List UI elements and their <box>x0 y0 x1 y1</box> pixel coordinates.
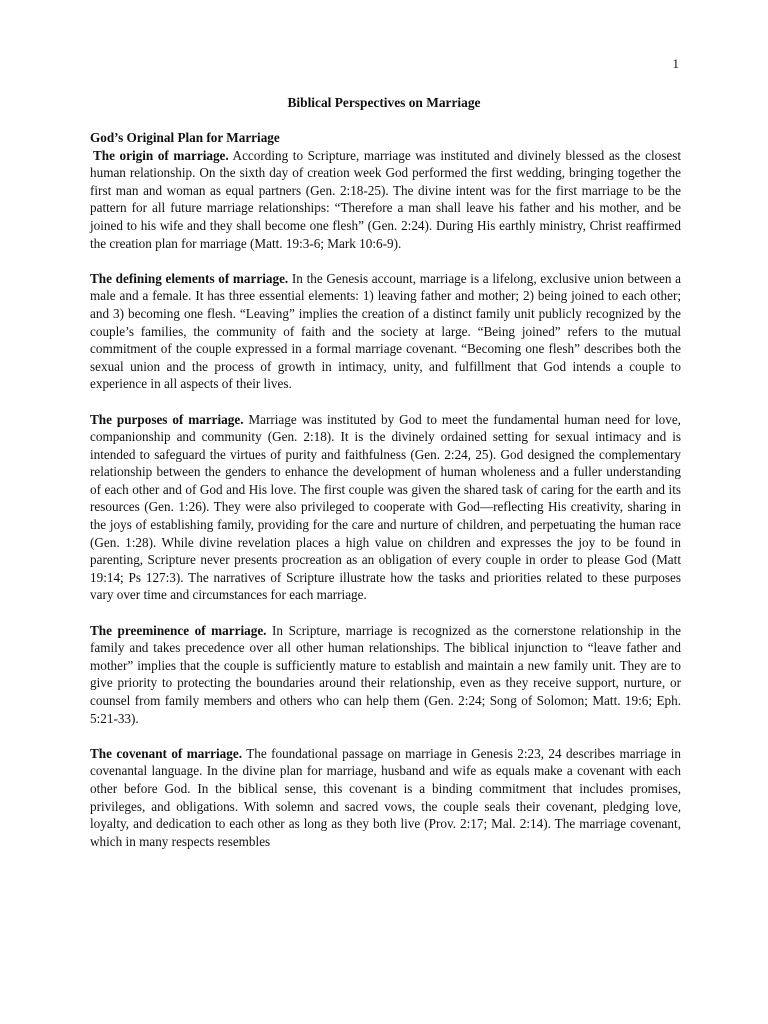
document-title: Biblical Perspectives on Marriage <box>287 95 481 110</box>
paragraph-lead: The covenant of marriage. <box>90 745 243 761</box>
page-number: 1 <box>672 56 679 71</box>
paragraph-text: In the Genesis account, marriage is a lifelong, exclusive union between a male and a female. It has three essential elements: 1) leaving father and mother; 2) being joined to each other; and 3) becoming one flesh. “Leaving” implies the creation of a distinct family unit publicly recognized by the couple’s families, the community of faith and the society at large. “Being joined” refers to the mutual commitment of the couple expressed in a formal marriage covenant. “Becoming one flesh” describes both the sexual union and the process of growth in intimacy, unity, and fulfillment that God intends a couple to experience in all aspects of their lives. <box>90 270 681 392</box>
paragraph-text: In Scripture, marriage is recognized as the cornerstone relationship in the family and takes precedence over all other human relationships. The biblical injunction to “leave father and mother” implies that the couple is sufficiently mature to establish and maintain a new family unit. They are to give priority to protecting the boundaries around their relationship, even as they receive support, nurture, or counsel from family members and others who can help them (Gen. 2:24; Song of Solomon; Matt. 19:6; Eph. 5:21-33). <box>90 622 682 726</box>
paragraph-preeminence <box>90 622 681 728</box>
paragraph-covenant <box>90 745 681 851</box>
paragraph-origin <box>90 147 681 253</box>
paragraph-lead: The purposes of marriage. <box>90 411 244 427</box>
section-heading: God’s Original Plan for Marriage <box>90 130 280 145</box>
paragraph-text: The foundational passage on marriage in Genesis 2:23, 24 describes marriage in covenantal language. In the divine plan for marriage, husband and wife as equals make a covenant with each other before God. In the biblical sense, this covenant is a binding commitment that includes promises, privileges, and obligations. With solemn and sacred vows, the couple seals their covenant, pledging love, loyalty, and dedication to each other as long as they both live (Prov. 2:17; Mal. 2:14). The marriage covenant, which in many respects resembles <box>90 745 681 849</box>
paragraph-lead: The origin of marriage. <box>93 147 229 163</box>
paragraph-purposes <box>90 411 681 605</box>
paragraph-lead: The preeminence of marriage. <box>90 622 267 638</box>
document-body <box>90 129 681 868</box>
paragraph-lead: The defining elements of marriage. <box>90 270 289 286</box>
paragraph-defining-elements <box>90 270 681 393</box>
paragraph-text: Marriage was instituted by God to meet the fundamental human need for love, companionship and community (Gen. 2:18). It is the divinely ordained setting for sexual intimacy and is intended to safeguard the virtues of purity and faithfulness (Gen. 2:24, 25). God designed the complementary relationship between the genders to enhance the development of human wholeness and a fuller understanding of each other and of God and His love. The first couple was given the shared task of caring for the earth and its resources (Gen. 1:26). They were also privileged to cooperate with God—reflecting His creativity, sharing in the joys of establishing family, providing for the care and nurture of children, and perpetuating the human race (Gen. 1:28). While divine revelation places a high value on children and expresses the joy to be found in parenting, Scripture never presents procreation as an obligation of every couple in order to please God (Matt 19:14; Ps 127:3). The narratives of Scripture illustrate how the tasks and priorities related to these purposes vary over time and circumstances for each marriage. <box>90 411 681 603</box>
paragraph-text: According to Scripture, marriage was instituted and divinely blessed as the closest human relationship. On the sixth day of creation week God performed the first wedding, bringing together the first man and woman as equal partners (Gen. 2:18-25). The divine intent was for the first marriage to be the pattern for all future marriage relationships: “Therefore a man shall leave his father and his mother, and be joined to his wife and they shall become one flesh” (Gen. 2:24). During His earthly ministry, Christ reaffirmed the creation plan for marriage (Matt. 19:3-6; Mark 10:6-9). <box>90 147 681 251</box>
